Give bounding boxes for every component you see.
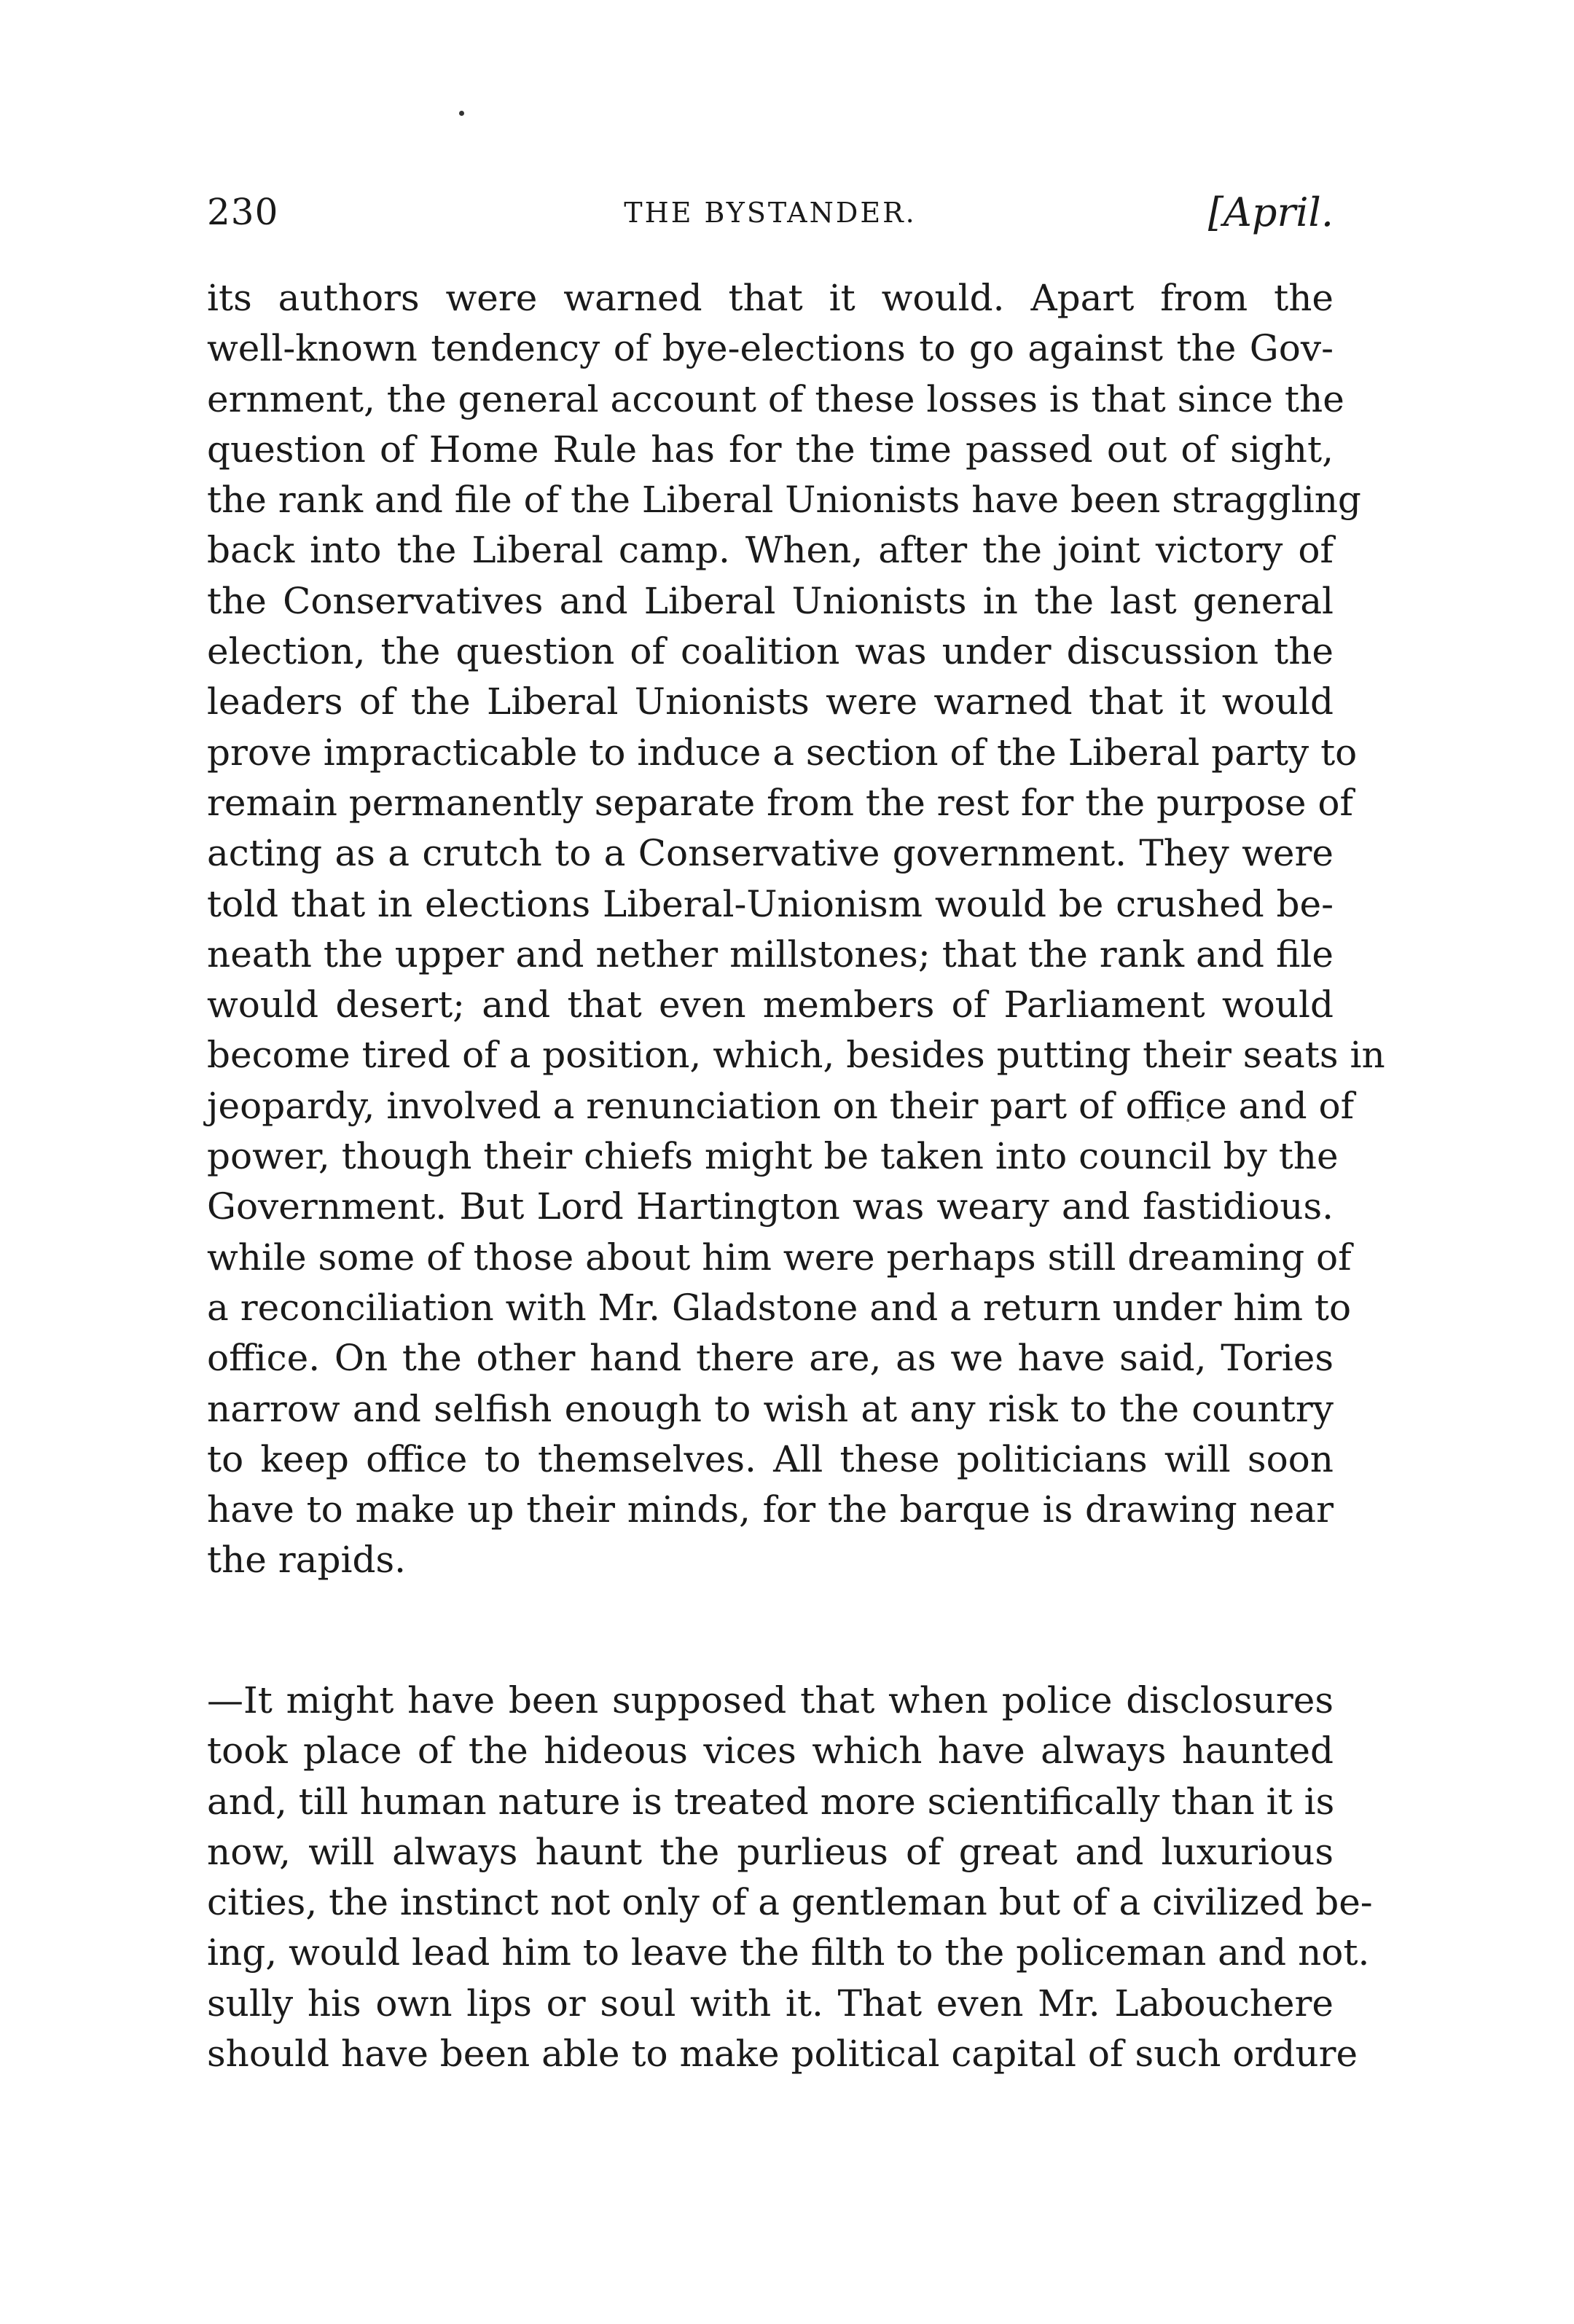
text-line: back into the Liberal camp. When, after the joint victory of [207,529,1334,572]
text-line: Government. But Lord Hartington was weary and fastidious. [207,1185,1334,1228]
text-line: election, the question of coalition was under discussion the [207,630,1334,673]
text-line: to keep office to themselves. All these politicians will soon [207,1437,1334,1480]
text-line: office. On the other hand there are, as we have said, Tories [207,1337,1334,1380]
text-line: and, till human nature is treated more scientifically than it is [207,1780,1335,1823]
text-line: the rapids. [207,1539,407,1582]
text-line: acting as a crutch to a Conservative government. They were [207,832,1334,875]
text-line: neath the upper and nether millstones; that the rank and file [207,933,1334,975]
text-line: would desert; and that even members of Parliament would [207,984,1334,1026]
text-line: question of Home Rule has for the time passed out of sight, [207,428,1334,471]
page-header [207,184,1334,242]
text-line: cities, the instinct not only of a gentleman but of a civilized be- [207,1881,1373,1924]
text-line: now, will always haunt the purlieus of great and luxurious [207,1830,1334,1873]
text-line: ing, would lead him to leave the filth to the policeman and not. [207,1931,1370,1974]
text-line: took place of the hideous vices which have always haunted [207,1730,1334,1773]
running-title: THE BYSTANDER. [624,197,917,229]
text-line: while some of those about him were perhaps still dreaming of [207,1236,1352,1279]
text-line: ernment, the general account of these losses is that since the [207,377,1344,420]
text-line: remain permanently separate from the rest for the purpose of [207,781,1353,824]
text-line: the Conservatives and Liberal Unionists in the last general [207,579,1334,622]
text-line: power, though their chiefs might be taken into council by the [207,1135,1339,1178]
text-line: a reconciliation with Mr. Gladstone and a return under him to [207,1286,1352,1329]
paragraph-2 [207,1676,1373,2079]
text-line: leaders of the Liberal Unionists were warned that it would [207,680,1334,723]
text-line: well-known tendency of bye-elections to go against the Gov- [207,327,1334,370]
text-line: sully his own lips or soul with it. That even Mr. Labouchere [207,1982,1334,2025]
text-line: have to make up their minds, for the barque is drawing near [207,1488,1334,1531]
text-line: its authors were warned that it would. Apart from the [207,277,1334,319]
text-line: jeopardy, involved a renunciation on their part of office and of [207,1084,1355,1127]
paragraph-1 [207,273,1385,1586]
ink-speck [459,111,464,116]
text-line: prove impracticable to induce a section of the Liberal party to [207,731,1358,774]
text-line: told that in elections Liberal-Unionism would be crushed be- [207,882,1334,925]
text-line: narrow and selfish enough to wish at any risk to the country [207,1387,1334,1430]
header-month: [April. [1207,189,1334,235]
page-number: 230 [207,191,279,233]
text-line: the rank and file of the Liberal Unionists have been straggling [207,479,1361,522]
text-line: become tired of a position, which, besides putting their seats in [207,1034,1385,1077]
text-line: should have been able to make political capital of such ordure [207,2033,1358,2076]
text-line: —It might have been supposed that when police disclosures [207,1679,1334,1722]
